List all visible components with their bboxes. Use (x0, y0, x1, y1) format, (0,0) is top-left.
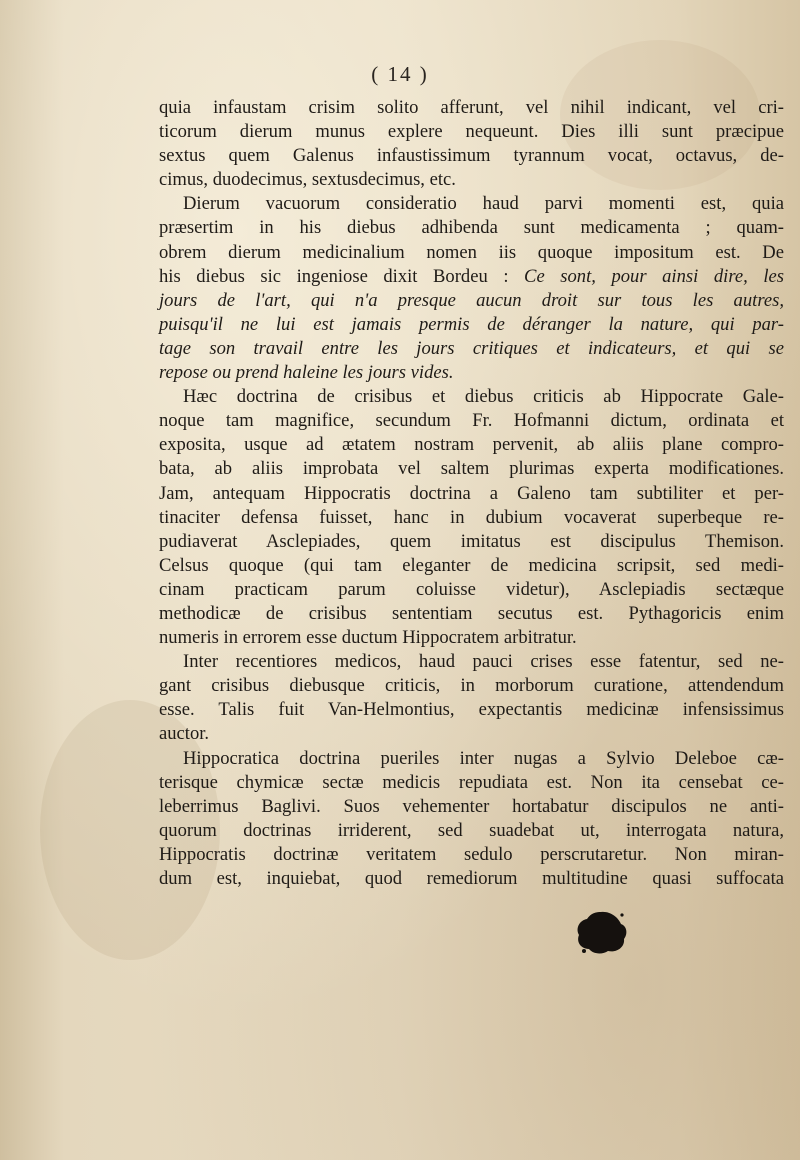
text-line: bata, ab aliis improbata vel saltem plurimas experta modificationes. (159, 458, 784, 480)
text-line: leberrimus Baglivi. Suos vehementer hortabatur discipulos ne anti- (159, 795, 784, 817)
text-line: exposita, usque ad ætatem nostram pervenit, ab aliis plane compro- (159, 434, 784, 456)
text-line: gant crisibus diebusque criticis, in morborum curatione, attendendum (159, 675, 784, 697)
text-line: terisque chymicæ sectæ medicis repudiata est. Non ita censebat ce- (159, 771, 784, 793)
text-line: quorum doctrinas irriderent, sed suadebat ut, interrogata natura, (159, 819, 784, 841)
text-line: Jam, antequam Hippocratis doctrina a Galeno tam subtiliter et per- (159, 482, 784, 504)
text-line: Dierum vacuorum consideratio haud parvi momenti est, quia (183, 193, 784, 215)
text-line: dum est, inquiebat, quod remediorum multitudine quasi suffocata (159, 868, 784, 889)
text-line-italic: Ce sont, pour ainsi dire, les (524, 265, 784, 287)
text-line: repose ou prend haleine les jours vides. (159, 362, 454, 384)
text-line: Celsus quoque (qui tam eleganter de medicina scripsit, sed medi- (159, 554, 784, 576)
text-line: auctor. (159, 723, 210, 745)
text-line: tage son travail entre les jours critiques et indicateurs, et qui se (159, 337, 784, 359)
text-line-plain: his diebus sic ingeniose dixit Bordeu : (159, 265, 525, 287)
page-number: ( 14 ) (371, 62, 429, 86)
ink-blot-icon (574, 909, 628, 955)
text-line: pudiaverat Asclepiades, quem imitatus est discipulus Themison. (159, 530, 784, 552)
text-line: quia infaustam crisim solito afferunt, vel nihil indicant, vel cri- (159, 97, 784, 118)
text-line: ticorum dierum munus explere nequeunt. Dies illi sunt præcipue (159, 121, 784, 143)
text-line: puisqu'il ne lui est jamais permis de déranger la nature, qui par- (159, 313, 784, 335)
text-line: tinaciter defensa fuisset, hanc in dubium vocaverat superbeque re- (159, 506, 784, 528)
text-line: noque tam magnifice, secundum Fr. Hofmanni dictum, ordinata et (159, 410, 784, 432)
text-line: cinam practicam parum coluisse videtur), Asclepiadis sectæque (159, 578, 784, 600)
text-line: cimus, duodecimus, sextusdecimus, etc. (159, 169, 456, 191)
text-line: Hippocratis doctrinæ veritatem sedulo perscrutaretur. Non miran- (159, 843, 784, 865)
text-line: obrem dierum medicinalium nomen iis quoque impositum est. De (159, 241, 784, 263)
text-line: præsertim in his diebus adhibenda sunt medicamenta ; quam- (159, 217, 784, 239)
text-line: methodicæ de crisibus sententiam secutus est. Pythagoricis enim (159, 602, 784, 624)
text-line (159, 265, 784, 289)
body-text (159, 96, 784, 891)
text-line: numeris in errorem esse ductum Hippocratem arbitratur. (159, 627, 577, 649)
text-line: sextus quem Galenus infaustissimum tyrannum vocat, octavus, de- (159, 145, 784, 167)
text-line: Inter recentiores medicos, haud pauci crises esse fatentur, sed ne- (183, 651, 784, 673)
text-line: esse. Talis fuit Van-Helmontius, expectantis medicinæ infensissimus (159, 699, 784, 721)
text-line: Hippocratica doctrina pueriles inter nugas a Sylvio Deleboe cæ- (183, 747, 784, 769)
text-line: Hæc doctrina de crisibus et diebus criticis ab Hippocrate Gale- (183, 386, 784, 408)
text-line: jours de l'art, qui n'a presque aucun droit sur tous les autres, (159, 289, 784, 311)
